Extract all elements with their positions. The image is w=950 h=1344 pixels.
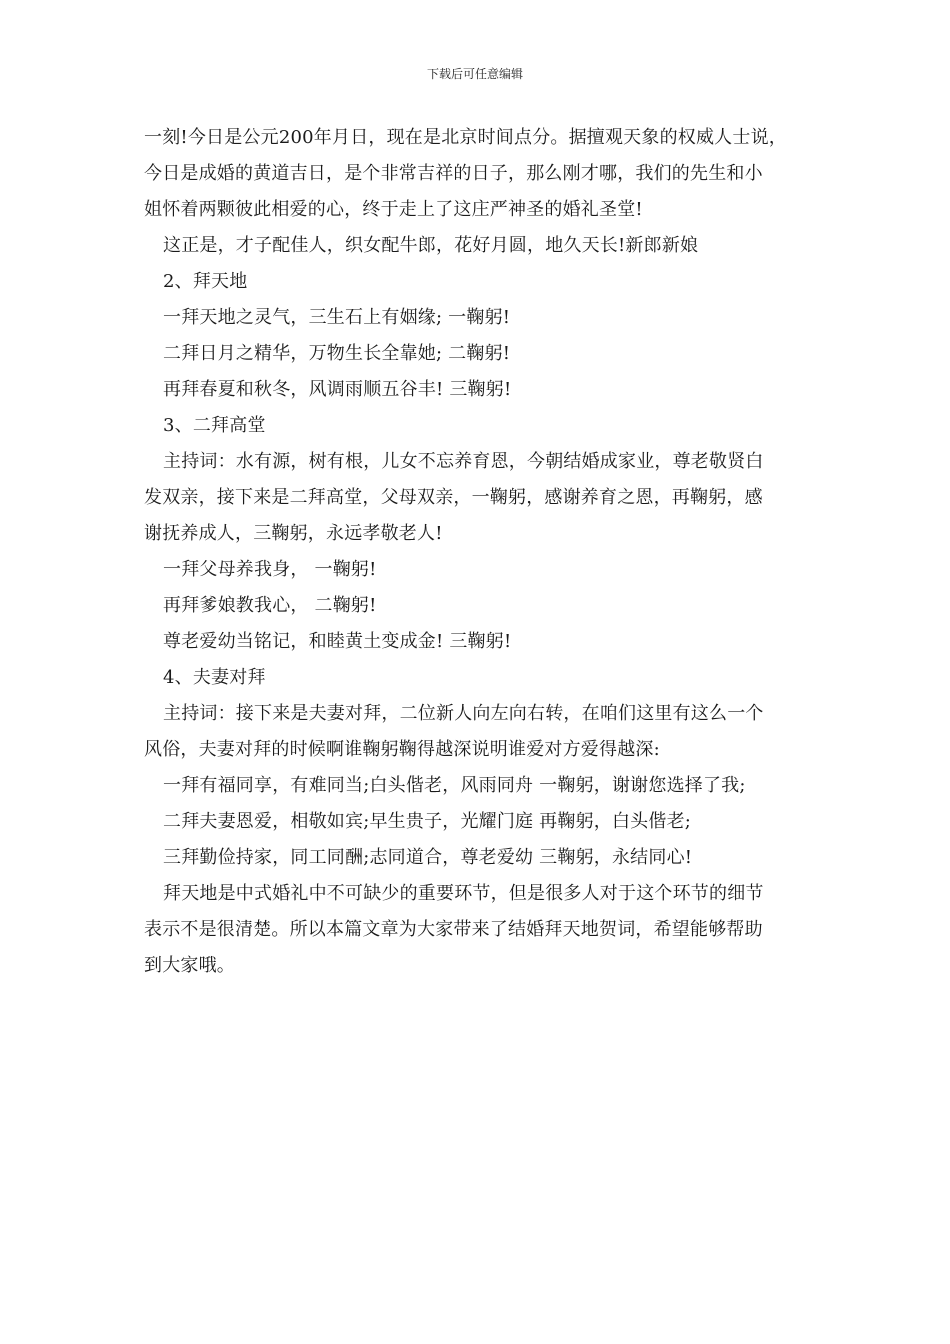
text-line: 二拜日月之精华，万物生长全靠她; 二鞠躬! — [163, 343, 511, 364]
text-line: 一刻!今日是公元200年月日，现在是北京时间点分。据擅观天象的权威人士说， — [144, 127, 787, 148]
text-line: 今日是成婚的黄道吉日，是个非常吉祥的日子，那么刚才哪，我们的先生和小 — [144, 163, 763, 184]
document-body — [144, 120, 834, 984]
text-line: 一拜父母养我身， 一鞠躬! — [163, 559, 377, 580]
text-line: 到大家哦。 — [144, 955, 235, 976]
page-header-note: 下载后可任意编辑 — [426, 67, 523, 81]
text-line: 表示不是很清楚。所以本篇文章为大家带来了结婚拜天地贺词，希望能够帮助 — [144, 919, 763, 940]
text-line: 谢抚养成人，三鞠躬，永远孝敬老人! — [144, 523, 443, 544]
text-line: 拜天地是中式婚礼中不可缺少的重要环节，但是很多人对于这个环节的细节 — [163, 883, 764, 904]
text-line: 风俗，夫妻对拜的时候啊谁鞠躬鞠得越深说明谁爱对方爱得越深: — [144, 739, 660, 760]
section-heading: 4、夫妻对拜 — [163, 667, 266, 688]
text-line: 再拜春夏和秋冬，风调雨顺五谷丰! 三鞠躬! — [163, 379, 512, 400]
text-line: 主持词：接下来是夫妻对拜，二位新人向左向右转，在咱们这里有这么一个 — [163, 703, 764, 724]
text-line: 一拜有福同享，有难同当;白头偕老，风雨同舟 一鞠躬，谢谢您选择了我; — [163, 775, 746, 796]
text-line: 一拜天地之灵气，三生石上有姻缘; 一鞠躬! — [163, 307, 511, 328]
section-heading: 2、拜天地 — [163, 271, 248, 292]
text-line: 三拜勤俭持家，同工同酬;志同道合，尊老爱幼 三鞠躬，永结同心! — [163, 847, 693, 868]
text-line: 发双亲，接下来是二拜高堂，父母双亲，一鞠躬，感谢养育之恩，再鞠躬，感 — [144, 487, 763, 508]
section-heading: 3、二拜高堂 — [163, 415, 266, 436]
text-line: 这正是，才子配佳人，织女配牛郎，花好月圆，地久天长!新郎新娘 — [163, 235, 699, 256]
text-line: 姐怀着两颗彼此相爱的心，终于走上了这庄严神圣的婚礼圣堂! — [144, 199, 643, 220]
text-line: 再拜爹娘教我心， 二鞠躬! — [163, 595, 377, 616]
text-line: 二拜夫妻恩爱，相敬如宾;早生贵子，光耀门庭 再鞠躬，白头偕老; — [163, 811, 692, 832]
text-line: 尊老爱幼当铭记，和睦黄土变成金! 三鞠躬! — [163, 631, 512, 652]
text-line: 主持词：水有源，树有根，儿女不忘养育恩，今朝结婚成家业，尊老敬贤白 — [163, 451, 764, 472]
